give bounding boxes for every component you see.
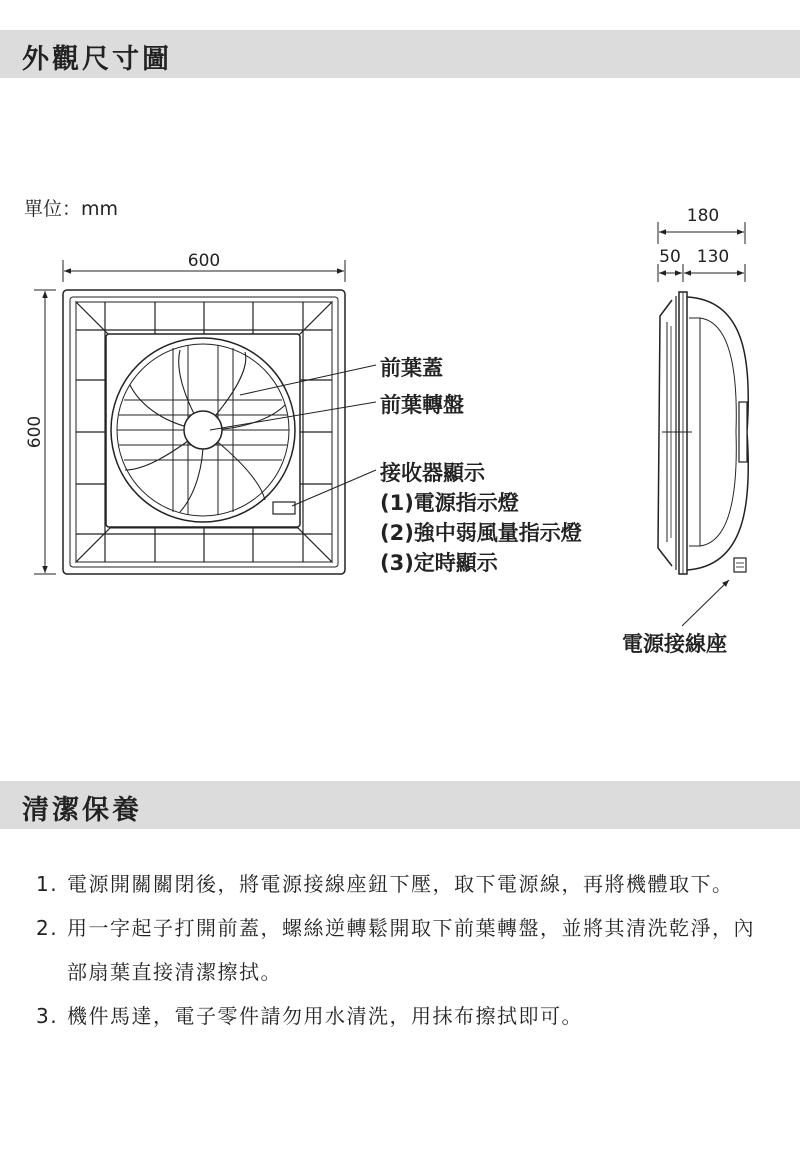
side-part-a-label: 50 (659, 247, 681, 267)
unit-label: 單位：mm (24, 198, 119, 220)
callout-item-3: (3)定時顯示 (380, 551, 498, 575)
instruction-number: 1. (36, 872, 59, 896)
callout-front-blade-disc: 前葉轉盤 (380, 393, 464, 417)
side-total-label: 180 (686, 206, 720, 226)
instruction-item (36, 994, 766, 1038)
cleaning-instructions (36, 862, 766, 1038)
front-width-label: 600 (187, 251, 221, 271)
side-part-b-label: 130 (696, 247, 730, 267)
side-total-dimension (658, 206, 745, 244)
cleaning-section-title: 清潔保養 (22, 795, 142, 826)
dimensions-section-title: 外觀尺寸圖 (22, 44, 172, 75)
front-height-dimension (25, 290, 56, 574)
instruction-item (36, 906, 766, 994)
instruction-text: 電源開關關閉後，將電源接線座鈕下壓，取下電源線，再將機體取下。 (67, 872, 734, 896)
front-view (63, 290, 345, 574)
instruction-item (36, 862, 766, 906)
instruction-number: 3. (36, 1004, 59, 1028)
callout-power-socket: 電源接線座 (622, 632, 727, 656)
front-width-dimension (63, 251, 345, 282)
callout-receiver-display: 接收器顯示 (380, 461, 485, 485)
side-part-dimensions (658, 247, 745, 282)
cleaning-section-header (0, 781, 800, 829)
front-height-label: 600 (25, 415, 45, 449)
callout-front-cover: 前葉蓋 (380, 356, 443, 380)
instruction-text: 機件馬達，電子零件請勿用水清洗，用抹布擦拭即可。 (67, 1004, 583, 1028)
callout-item-2: (2)強中弱風量指示燈 (380, 521, 582, 545)
power-socket-arrow (682, 580, 729, 626)
instruction-number: 2. (36, 916, 59, 940)
side-view (658, 292, 748, 574)
callout-item-1: (1)電源指示燈 (380, 491, 519, 515)
instruction-text: 用一字起子打開前蓋，螺絲逆轉鬆開取下前葉轉盤，並將其清洗乾淨，內部扇葉直接清潔擦拭。 (67, 916, 755, 984)
